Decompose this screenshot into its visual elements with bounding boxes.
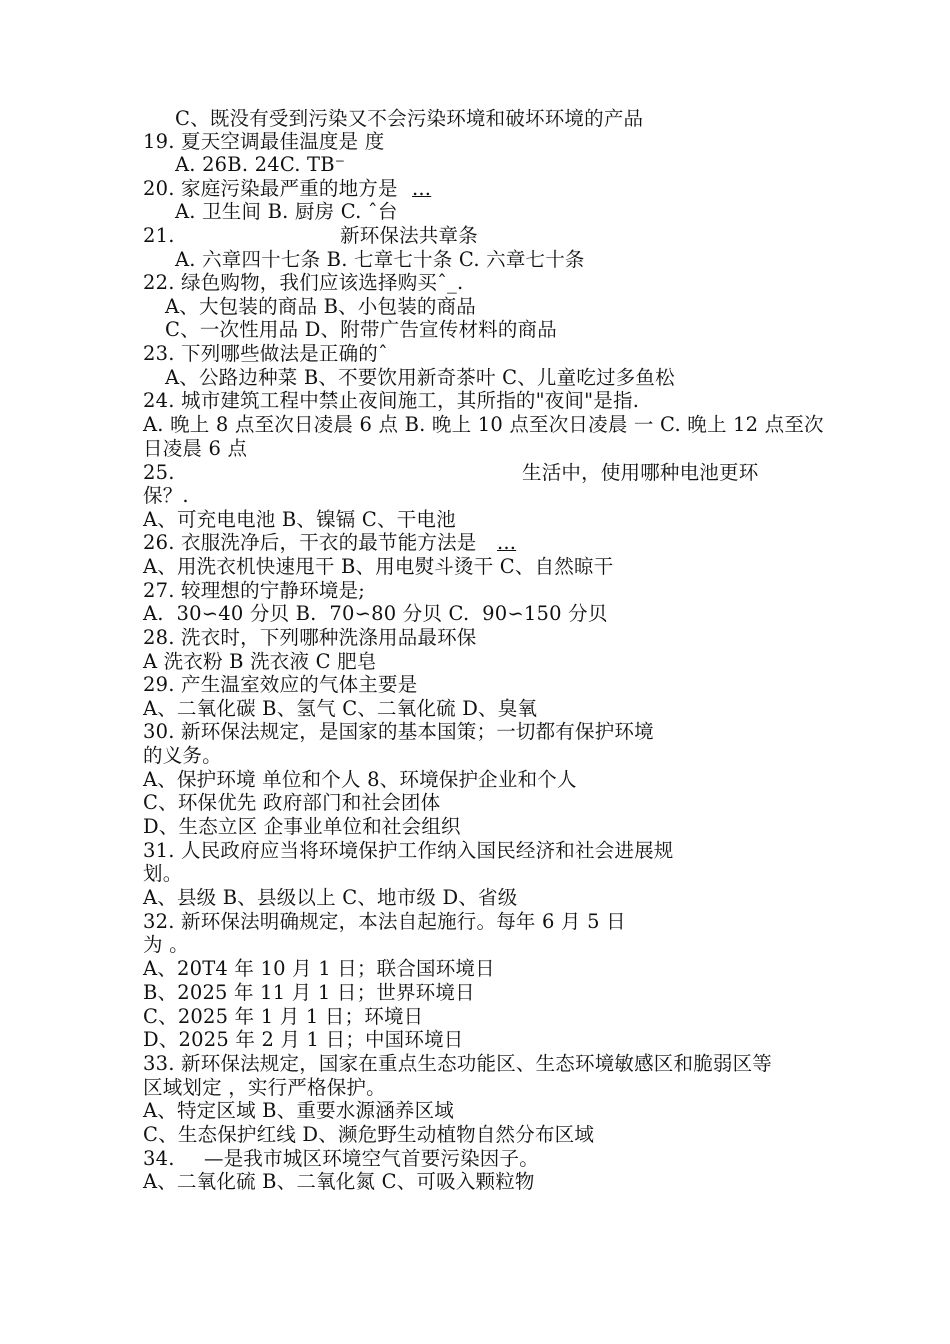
option-line: C、2025 年 1 月 1 日；环境日 xyxy=(143,1005,424,1028)
option-line: A. 六章四十七条 B. 七章七十条 C. 六章七十条 xyxy=(175,248,585,271)
option-line: C、生态保护红线 D、濒危野生动植物自然分布区域 xyxy=(143,1123,595,1146)
option-line: A. 晚上 8 点至次日凌晨 6 点 B. 晚上 10 点至次日凌晨 一 C. 晚上 12 点至次 xyxy=(143,413,824,436)
option-line: C、环保优先 政府部门和社会团体 xyxy=(143,791,441,814)
option-line: A、公路边种菜 B、不要饮用新奇茶叶 C、儿童吃过多鱼松 xyxy=(165,366,675,389)
option-line: A、可充电电池 B、镍镉 C、干电池 xyxy=(143,508,456,531)
question-32: 32. 新环保法明确规定，本法自起施行。每年 6 月 5 日 xyxy=(143,910,626,933)
option-line: D、2025 年 2 月 1 日；中国环境日 xyxy=(143,1028,464,1051)
option-line: B、2025 年 11 月 1 日；世界环境日 xyxy=(143,981,475,1004)
question-28: 28. 洗衣时，下列哪种洗涤用品最环保 xyxy=(143,626,477,649)
answer-blank: ... xyxy=(497,531,517,554)
question-29: 29. 产生温室效应的气体主要是 xyxy=(143,673,418,696)
option-line: A、保护环境 单位和个人 8、环境保护企业和个人 xyxy=(143,768,577,791)
option-line: A、大包装的商品 B、小包装的商品 xyxy=(165,295,477,318)
question-23: 23. 下列哪些做法是正确的ˆ xyxy=(143,342,388,365)
option-line: A 洗衣粉 B 洗衣液 C 肥皂 xyxy=(143,650,377,673)
question-33: 33. 新环保法规定，国家在重点生态功能区、生态环境敏感区和脆弱区等 xyxy=(143,1052,773,1075)
answer-blank: ... xyxy=(412,177,432,200)
question-31-continued: 划。 xyxy=(143,862,183,885)
question-19: 19. 夏天空调最佳温度是 度 xyxy=(143,130,385,153)
question-25-text: 生活中，使用哪种电池更环 xyxy=(522,461,759,484)
option-line: C、既没有受到污染又不会污染环境和破坏环境的产品 xyxy=(175,107,644,130)
question-22: 22. 绿色购物，我们应该选择购买ˆ_. xyxy=(143,271,464,294)
option-line: D、生态立区 企事业单位和社会组织 xyxy=(143,815,461,838)
question-24: 24. 城市建筑工程中禁止夜间施工，其所指的"夜间"是指. xyxy=(143,389,640,412)
question-30-continued: 的义务。 xyxy=(143,744,222,767)
option-line: A. 卫生间 B. 厨房 C. ˆ台 xyxy=(175,200,398,223)
question-26: 26. 衣服洗净后，干衣的最节能方法是 xyxy=(143,531,477,554)
question-30: 30. 新环保法规定，是国家的基本国策；一切都有保护环境 xyxy=(143,720,654,743)
question-25-number: 25. xyxy=(143,461,175,484)
option-line: A、特定区域 B、重要水源涵养区域 xyxy=(143,1099,455,1122)
question-34-number: 34. xyxy=(143,1147,175,1170)
question-32-continued: 为 。 xyxy=(143,933,189,956)
option-line: C、一次性用品 D、附带广告宣传材料的商品 xyxy=(165,318,557,341)
option-line: A. 30∽40 分贝 B. 70∽80 分贝 C. 90∽150 分贝 xyxy=(143,602,608,625)
option-line: A、二氧化硫 B、二氧化氮 C、可吸入颗粒物 xyxy=(143,1170,535,1193)
question-31: 31. 人民政府应当将环境保护工作纳入国民经济和社会进展规 xyxy=(143,839,674,862)
question-27: 27. 较理想的宁静环境是; xyxy=(143,579,366,602)
option-line: A、用洗衣机快速甩干 B、用电熨斗烫干 C、自然晾干 xyxy=(143,555,614,578)
option-line: A、20T4 年 10 月 1 日；联合国环境日 xyxy=(143,957,495,980)
question-20: 20. 家庭污染最严重的地方是 xyxy=(143,177,398,200)
option-line-continued: 日凌晨 6 点 xyxy=(143,437,248,460)
option-line: A、二氧化碳 B、氢气 C、二氧化硫 D、臭氧 xyxy=(143,697,538,720)
question-34-text: —是我市城区环境空气首要污染因子。 xyxy=(204,1147,539,1170)
question-21-number: 21. xyxy=(143,224,175,247)
question-25-continued: 保？. xyxy=(143,484,189,507)
option-line: A. 26B. 24C. TB⁻ xyxy=(175,153,346,176)
option-line: A、县级 B、县级以上 C、地市级 D、省级 xyxy=(143,886,518,909)
question-33-continued: 区域划定 ，实行严格保护。 xyxy=(143,1076,386,1099)
question-21-text: 新环保法共章条 xyxy=(340,224,478,247)
